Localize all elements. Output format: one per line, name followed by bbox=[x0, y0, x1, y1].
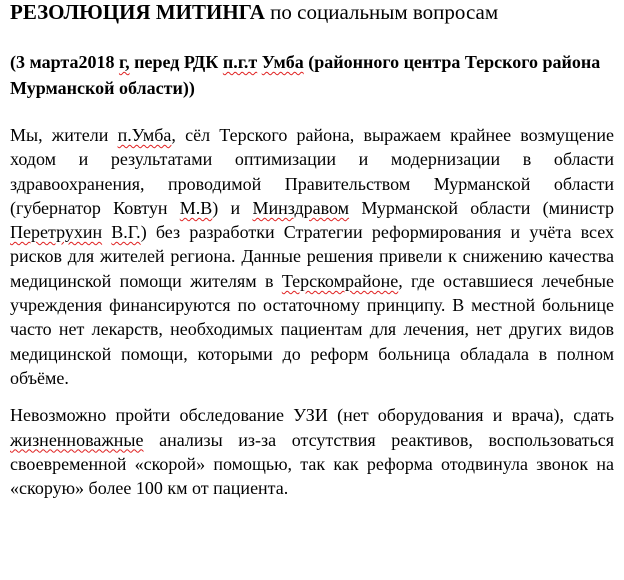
body-paragraph-1 bbox=[10, 123, 614, 390]
subtitle-text: (районного центра Терского района Мурманской области)) bbox=[10, 52, 601, 98]
spellcheck-word: М.В bbox=[179, 197, 213, 218]
spellcheck-word: г, bbox=[118, 52, 130, 72]
spellcheck-word: Минздравом bbox=[252, 197, 350, 218]
meeting-date-place bbox=[10, 49, 614, 101]
subtitle-text: перед РДК bbox=[129, 52, 223, 72]
paragraph-text: , сёл Терского района, выражаем крайнее возмущение ходом и результатами оптимизации и модернизации в области здравоохранения, проводимой Правительством Мурманской области (губернатор Ковтун bbox=[10, 125, 614, 218]
paragraph-text: ) и bbox=[212, 197, 253, 218]
spellcheck-word: В.Г. bbox=[111, 222, 141, 243]
resolution-title bbox=[10, 0, 614, 24]
paragraph-text: Мы, жители bbox=[10, 125, 118, 145]
paragraph-text: , где оставшиеся лечебные учреждения финансируются по остаточному принципу. В местной больнице часто нет лекарств, необходимых пациентам для лечения, нет других видов медицинской помощи, которыми до реформ больница обладала в полном объёме. bbox=[10, 270, 614, 388]
paragraph-text: анализы из-за отсутствия реактивов, воспользоваться своевременной «скорой» помощью, так как реформа отодвинула звонок на «скорую» более 100 км от пациента. bbox=[10, 429, 614, 499]
spellcheck-word: жизненноважные bbox=[10, 429, 144, 450]
spellcheck-word: п.г.т bbox=[222, 52, 258, 72]
paragraph-text: Мурманской области (министр bbox=[349, 197, 614, 218]
body-paragraph-2 bbox=[10, 403, 614, 500]
title-bold-part: РЕЗОЛЮЦИЯ МИТИНГА bbox=[10, 0, 265, 24]
title-regular-part: по социальным вопросам bbox=[264, 0, 499, 24]
paragraph-text: ) без разработки Стратегии реформирования и учёта всех рисков для жителей региона. Данные решения привели к снижению качества медицинской помощи жителям в bbox=[10, 222, 614, 291]
spellcheck-word: Терскомрайоне bbox=[281, 270, 399, 291]
spellcheck-word: Перетрухин bbox=[10, 222, 103, 243]
spellcheck-word: п.Умба bbox=[117, 125, 172, 145]
paragraph-text: Невозможно пройти обследование УЗИ (нет оборудования и врача), сдать bbox=[10, 405, 614, 426]
spellcheck-word: Умба bbox=[261, 52, 304, 72]
subtitle-text: (3 марта2018 bbox=[10, 52, 119, 72]
paragraph-text bbox=[102, 222, 111, 242]
